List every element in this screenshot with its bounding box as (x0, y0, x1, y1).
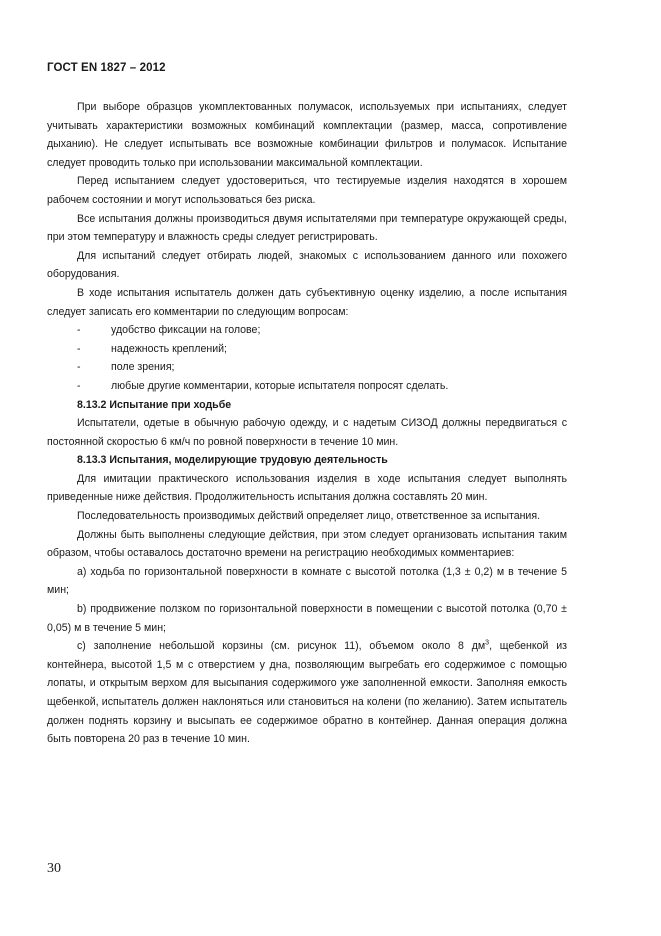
paragraph: Для испытаний следует отбирать людей, знакомых с использованием данного или похожего оборудования. (47, 249, 567, 281)
paragraph: a) ходьба по горизонтальной поверхности в комнате с высотой потолка (1,3 ± 0,2) м в течение 5 мин; (47, 565, 567, 597)
page-number: 30 (47, 861, 61, 876)
list-marker: - (77, 361, 81, 374)
list-item (47, 340, 567, 359)
list-item-text: надежность креплений; (111, 342, 227, 355)
paragraph: Все испытания должны производиться двумя испытателями при температуре окружающей среды, при этом температуру и влажность среды следует регистрировать. (47, 212, 567, 244)
list-item-text: любые другие комментарии, которые испытателя попросят сделать. (111, 379, 449, 392)
section-heading: 8.13.3 Испытания, моделирующие трудовую деятельность (77, 454, 388, 467)
list-marker: - (77, 342, 81, 355)
paragraph: При выборе образцов укомплектованных полумасок, используемых при испытаниях, следует учитывать характеристики возможных комбинаций комплектации (размер, масса, сопротивление дыханию). Не следует испытывать все возможные комбинации фильтров и полумасок. Испытание следует проводить только при использовании максимальной комплектации. (47, 101, 567, 169)
section-heading: 8.13.2 Испытание при ходьбе (77, 398, 232, 411)
paragraph: Последовательность производимых действий определяет лицо, ответственное за испытания. (77, 510, 541, 523)
list-marker: - (77, 324, 81, 337)
paragraph: Испытатели, одетые в обычную рабочую одежду, и с надетым СИЗОД должны передвигаться с постоянной скоростью 6 км/ч по ровной поверхности в течение 10 мин. (47, 417, 567, 448)
list-item (47, 358, 567, 377)
paragraph: В ходе испытания испытатель должен дать субъективную оценку изделию, а после испытания следует записать его комментарии по следующим вопросам: (47, 286, 567, 318)
paragraph-item-c (47, 637, 567, 749)
superscript: 3 (485, 639, 490, 647)
paragraph: Перед испытанием следует удостовериться, что тестируемые изделия находятся в хорошем рабочем состоянии и могут использоваться без риска. (47, 175, 567, 206)
list-item-text: поле зрения; (111, 361, 175, 374)
list-item (47, 377, 567, 396)
document-header: ГОСТ EN 1827 – 2012 (47, 62, 166, 74)
item-c-text-start: с) заполнение небольшой корзины (см. рисунок 11), объемом около 8 дм (77, 640, 486, 653)
list-marker: - (77, 379, 81, 392)
paragraph: Должны быть выполнены следующие действия, при этом следует организовать испытания таким образом, чтобы оставалось достаточно времени на регистрацию необходимых комментариев: (47, 528, 567, 560)
document-body (47, 98, 567, 749)
paragraph: Для имитации практического использования изделия в ходе испытания следует выполнять приведенные ниже действия. Продолжительность испытания должна составлять 20 мин. (47, 472, 567, 504)
paragraph: b) продвижение ползком по горизонтальной поверхности в помещении с высотой потолка (0,70 ± 0,05) м в течение 5 мин; (47, 603, 567, 634)
item-c-text-end: , щебенкой из контейнера, высотой 1,5 м с отверстием у дна, позволяющим выгребать его содержимое с помощью лопаты, и открытым верхом для высыпания содержимого уже заполненной емкости. Заполняя емкость щебенкой, испытатель должен наклоняться или становиться на колени (по желанию). Затем испытатель должен поднять корзину и высыпать ее содержимое обратно в контейнер. Данная операция должна быть повторена 20 раз в течение 10 мин. (47, 640, 567, 746)
list-item-text: удобство фиксации на голове; (111, 324, 261, 337)
list-item (47, 321, 567, 340)
